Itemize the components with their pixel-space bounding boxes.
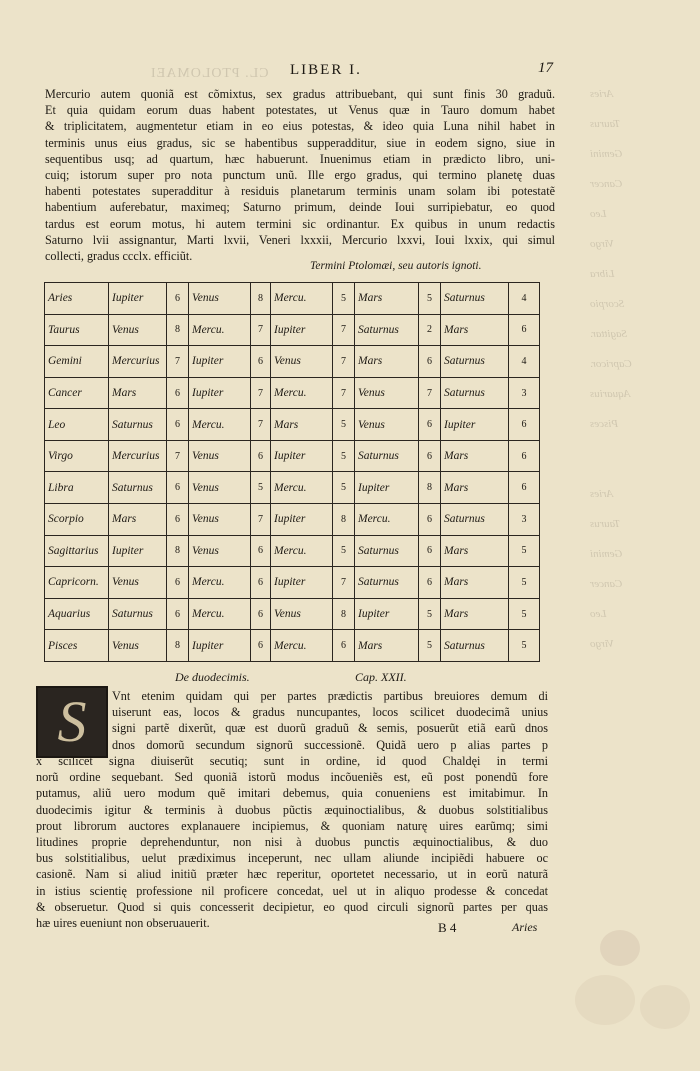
degree-cell: 5	[419, 598, 441, 630]
paper-stain	[600, 930, 640, 966]
table-row	[45, 630, 540, 662]
ghost-label: Aries	[590, 488, 614, 500]
degree-cell: 5	[509, 535, 540, 567]
text-line: duodecimis igitur & terminis à duobus pũctis æquinoctialibus, & duobus solstitialibus	[36, 802, 548, 817]
text-line: cuiq; istorum super pro nota punctum unũ. Ille ergo gradus, qui termino planetę duas	[45, 167, 555, 182]
planet-cell: Mars	[355, 283, 419, 315]
planet-cell: Iupiter	[189, 630, 251, 662]
planet-cell: Venus	[109, 314, 167, 346]
ghost-label: Virgo	[590, 638, 614, 650]
planet-cell: Iupiter	[271, 440, 333, 472]
ghost-label: Pisces	[590, 418, 619, 430]
degree-cell: 5	[419, 283, 441, 315]
text-line: sequentibus usq; ad quartum, hæc habuerunt. Inuenimus etiam in prædicto libro, uni-	[45, 151, 555, 166]
planet-cell: Venus	[189, 440, 251, 472]
degree-cell: 6	[167, 567, 189, 599]
paper-stain	[640, 985, 690, 1029]
planet-cell: Saturnus	[441, 377, 509, 409]
degree-cell: 7	[333, 567, 355, 599]
decorated-initial	[36, 686, 108, 758]
text-line: & obseruetur. Quod si quis concesserit decipietur, eo quod circuli signorũ partes per quas	[36, 899, 548, 914]
degree-cell: 6	[167, 598, 189, 630]
planet-cell: Saturnus	[441, 283, 509, 315]
degree-cell: 7	[167, 346, 189, 378]
planet-cell: Mars	[355, 630, 419, 662]
degree-cell: 5	[333, 472, 355, 504]
text-line: casionẽ. Nam si aliud initiũ præter hæc reperitur, oportetet necessario, ut in eorũ naturã	[36, 867, 548, 882]
degree-cell: 7	[333, 377, 355, 409]
planet-cell: Iupiter	[271, 567, 333, 599]
planet-cell: Mercu.	[271, 283, 333, 315]
degree-cell: 5	[509, 567, 540, 599]
planet-cell: Mars	[271, 409, 333, 441]
degree-cell: 4	[509, 346, 540, 378]
table-row	[45, 346, 540, 378]
degree-cell: 6	[509, 314, 540, 346]
degree-cell: 6	[251, 346, 271, 378]
degree-cell: 5	[509, 598, 540, 630]
planet-cell: Mercu.	[271, 472, 333, 504]
planet-cell: Mars	[109, 504, 167, 536]
degree-cell: 8	[419, 472, 441, 504]
zodiac-sign-cell: Aquarius	[45, 598, 109, 630]
zodiac-sign-cell: Sagittarius	[45, 535, 109, 567]
planet-cell: Mercurius	[109, 440, 167, 472]
degree-cell: 6	[251, 567, 271, 599]
text-line: hæ uires eueniunt non obseruauerit.	[36, 915, 210, 930]
planet-cell: Venus	[109, 630, 167, 662]
planet-cell: Mercu.	[355, 504, 419, 536]
degree-cell: 6	[251, 630, 271, 662]
text-line: signi partẽ dixerũt, quæ est duorũ graduũ & semis, posuerũt etiã earũ dnos	[112, 721, 548, 736]
text-line: bus solstitialibus, uelut prædiximus inceperunt, nec ullam aliunde incipiẽdi habuere oc	[36, 851, 548, 866]
planet-cell: Mars	[441, 314, 509, 346]
planet-cell: Saturnus	[355, 535, 419, 567]
degree-cell: 3	[509, 377, 540, 409]
planet-cell: Venus	[355, 409, 419, 441]
running-head	[0, 62, 700, 82]
text-line: terminis unus eius gradus, sic se habentibus supperadditur, siue in eodem signo, siue in	[45, 135, 555, 150]
text-line: Et quia quidam eorum duas habent potestates, ut Venus quæ in Tauro domum habet	[45, 103, 555, 118]
ghost-label: Gemini	[590, 148, 623, 160]
degree-cell: 2	[419, 314, 441, 346]
degree-cell: 6	[419, 409, 441, 441]
text-line: prout librorum auctores explanauere incipiemus, & quoniam naturę uires earũmq; simi	[36, 818, 548, 833]
degree-cell: 5	[419, 630, 441, 662]
degree-cell: 6	[509, 409, 540, 441]
degree-cell: 8	[251, 283, 271, 315]
planet-cell: Mercu.	[189, 598, 251, 630]
planet-cell: Mars	[355, 346, 419, 378]
folio-number: 17	[538, 60, 553, 76]
planet-cell: Mercu.	[271, 535, 333, 567]
planet-cell: Mercu.	[189, 567, 251, 599]
planet-cell: Mercu.	[271, 630, 333, 662]
zodiac-sign-cell: Cancer	[45, 377, 109, 409]
table-row	[45, 535, 540, 567]
degree-cell: 6	[333, 630, 355, 662]
planet-cell: Venus	[271, 346, 333, 378]
planet-cell: Saturnus	[355, 314, 419, 346]
planet-cell: Saturnus	[109, 409, 167, 441]
zodiac-sign-cell: Aries	[45, 283, 109, 315]
table-row	[45, 567, 540, 599]
planet-cell: Iupiter	[271, 504, 333, 536]
degree-cell: 6	[251, 598, 271, 630]
degree-cell: 7	[251, 504, 271, 536]
planet-cell: Mars	[109, 377, 167, 409]
text-line: norũ ordine sequebant. Sed quoniã istorũ modus incõueniẽs est, eũ post ponendũ fore	[36, 770, 548, 785]
degree-cell: 7	[167, 440, 189, 472]
table-row	[45, 409, 540, 441]
text-line: litudines proprie deprehenduntur, non nisi à duobus punctis æquinoctialibus, & duo	[36, 834, 548, 849]
text-line: dnos domorũ secundum signorũ successionẽ. Quidã uero p alias partes p	[112, 737, 548, 752]
signature-mark: B 4	[438, 920, 457, 935]
running-head-title: LIBER I.	[290, 62, 362, 78]
degree-cell: 6	[167, 283, 189, 315]
zodiac-sign-cell: Pisces	[45, 630, 109, 662]
text-line: x scilicet signa diuiserũt secutiq; sunt in ordine, id quod Chaldęi in termi	[36, 754, 548, 768]
planet-cell: Iupiter	[355, 472, 419, 504]
degree-cell: 7	[251, 314, 271, 346]
zodiac-sign-cell: Leo	[45, 409, 109, 441]
ghost-label: Taurus	[590, 518, 621, 530]
text-line: Vnt etenim quidam qui per partes prædictis partibus breuiores demum di	[112, 689, 548, 703]
ghost-label: Leo	[590, 208, 607, 220]
planet-cell: Mars	[441, 535, 509, 567]
degree-cell: 6	[419, 535, 441, 567]
text-line: Mercurio autem quoniã est cõmixtus, sex gradus attribuebant, qui sunt finis 30 graduũ.	[45, 87, 555, 101]
planet-cell: Saturnus	[355, 440, 419, 472]
degree-cell: 8	[333, 598, 355, 630]
planet-cell: Saturnus	[109, 472, 167, 504]
planet-cell: Venus	[109, 567, 167, 599]
planet-cell: Venus	[189, 504, 251, 536]
text-line: & triplicitatem, augmentetur etiam in eo eius potestas, & ideo quia Luna nihil habet in	[45, 119, 555, 134]
text-line: collecti, gradus ccclx. efficiũt.	[45, 248, 193, 263]
text-line: Saturno lvii assignantur, Marti lxvii, Veneri lxxxii, Mercurio lxxvi, Ioui lxxix, qui simul	[45, 232, 555, 247]
ghost-label: Capricor.	[590, 358, 632, 370]
ghost-label: Virgo	[590, 238, 614, 250]
ghost-side-labels	[560, 88, 680, 968]
initial-letter: S	[57, 689, 87, 754]
table-row	[45, 314, 540, 346]
degree-cell: 5	[333, 283, 355, 315]
planet-cell: Iupiter	[109, 283, 167, 315]
planet-cell: Venus	[271, 598, 333, 630]
table-row	[45, 377, 540, 409]
chapter-heading	[0, 670, 700, 686]
ghost-label: Sagittar.	[590, 328, 627, 340]
degree-cell: 6	[167, 409, 189, 441]
zodiac-sign-cell: Libra	[45, 472, 109, 504]
zodiac-sign-cell: Virgo	[45, 440, 109, 472]
degree-cell: 6	[167, 504, 189, 536]
degree-cell: 7	[251, 409, 271, 441]
planet-cell: Mercu.	[189, 409, 251, 441]
degree-cell: 5	[251, 472, 271, 504]
ghost-label: Taurus	[590, 118, 621, 130]
degree-cell: 6	[419, 504, 441, 536]
text-line: putamus, aliũ uero modum quẽ imitari debemus, quia conueniens est imitabimur. In	[36, 786, 548, 801]
ghost-label: Aries	[590, 88, 614, 100]
chapter-paragraph-indented	[112, 688, 548, 753]
chapter-number: Cap. XXII.	[355, 670, 407, 684]
degree-cell: 7	[251, 377, 271, 409]
degree-cell: 7	[419, 377, 441, 409]
degree-cell: 4	[509, 283, 540, 315]
table-caption: Termini Ptolomæi, seu autoris ignoti.	[310, 260, 482, 272]
degree-cell: 6	[419, 346, 441, 378]
planet-cell: Iupiter	[189, 377, 251, 409]
text-line: habenti potestates superadditur à residuis planetarum terminis unam solam ibi potestatẽ	[45, 184, 555, 199]
degree-cell: 5	[333, 535, 355, 567]
zodiac-sign-cell: Capricorn.	[45, 567, 109, 599]
table-row	[45, 598, 540, 630]
planet-cell: Saturnus	[355, 567, 419, 599]
planet-cell: Iupiter	[441, 409, 509, 441]
ghost-label: Scorpio	[590, 298, 625, 310]
planet-cell: Mars	[441, 598, 509, 630]
planet-cell: Iupiter	[109, 535, 167, 567]
text-line: in istius scientię professione nil proficere concedat, uel ut in aliquo prodesse & concedat	[36, 883, 548, 898]
degree-cell: 6	[251, 535, 271, 567]
ghost-label: Aquarius	[590, 388, 631, 400]
degree-cell: 6	[251, 440, 271, 472]
planet-cell: Saturnus	[441, 346, 509, 378]
table-row	[45, 440, 540, 472]
planet-cell: Mercu.	[271, 377, 333, 409]
table-row	[45, 504, 540, 536]
intro-paragraph	[45, 86, 555, 264]
planet-cell: Saturnus	[441, 630, 509, 662]
ghost-label: Cancer	[590, 578, 623, 590]
ghost-label: Libra	[590, 268, 615, 280]
degree-cell: 5	[333, 440, 355, 472]
table-row	[45, 283, 540, 315]
text-line: habentium auferebatur, maximeq; Saturno primum, deinde Ioui surripiebatur, eo quod	[45, 200, 555, 215]
planet-cell: Mercu.	[189, 314, 251, 346]
degree-cell: 8	[167, 314, 189, 346]
degree-cell: 6	[419, 567, 441, 599]
planet-cell: Iupiter	[271, 314, 333, 346]
planet-cell: Iupiter	[355, 598, 419, 630]
planet-cell: Mars	[441, 472, 509, 504]
planet-cell: Mars	[441, 440, 509, 472]
zodiac-sign-cell: Scorpio	[45, 504, 109, 536]
degree-cell: 6	[167, 377, 189, 409]
degree-cell: 6	[509, 472, 540, 504]
terms-table	[44, 282, 540, 662]
degree-cell: 3	[509, 504, 540, 536]
catchword: Aries	[512, 920, 538, 934]
planet-cell: Saturnus	[109, 598, 167, 630]
ghost-label: Gemini	[590, 548, 623, 560]
planet-cell: Venus	[189, 283, 251, 315]
zodiac-sign-cell: Gemini	[45, 346, 109, 378]
planet-cell: Mars	[441, 567, 509, 599]
text-line: tardus est eorum motus, hi autem termini sic ordinantur. Ex quibus in unum redactis	[45, 216, 555, 231]
paper-stain	[575, 975, 635, 1025]
planet-cell: Saturnus	[441, 504, 509, 536]
degree-cell: 8	[167, 535, 189, 567]
degree-cell: 5	[509, 630, 540, 662]
chapter-paragraph	[36, 753, 548, 931]
table-row	[45, 472, 540, 504]
degree-cell: 8	[167, 630, 189, 662]
planet-cell: Venus	[355, 377, 419, 409]
planet-cell: Venus	[189, 535, 251, 567]
degree-cell: 6	[509, 440, 540, 472]
ghost-label: Leo	[590, 608, 607, 620]
planet-cell: Iupiter	[189, 346, 251, 378]
degree-cell: 7	[333, 346, 355, 378]
degree-cell: 6	[419, 440, 441, 472]
planet-cell: Venus	[189, 472, 251, 504]
ghost-running-head: CL. PTOLOMAEI	[150, 66, 269, 81]
text-line: uiserunt eas, locos & gradus nuncupantes, locos scilicet duodecimã unius	[112, 705, 548, 720]
degree-cell: 8	[333, 504, 355, 536]
planet-cell: Mercurius	[109, 346, 167, 378]
zodiac-sign-cell: Taurus	[45, 314, 109, 346]
ghost-label: Cancer	[590, 178, 623, 190]
degree-cell: 7	[333, 314, 355, 346]
chapter-title: De duodecimis.	[175, 670, 250, 684]
degree-cell: 6	[167, 472, 189, 504]
degree-cell: 5	[333, 409, 355, 441]
